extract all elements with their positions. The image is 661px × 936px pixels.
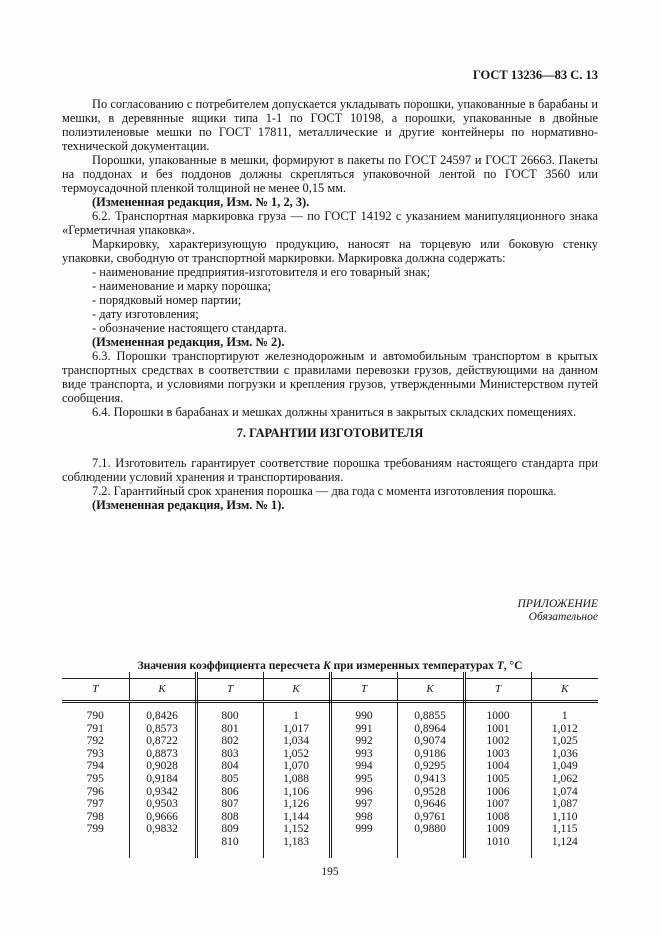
table-cell: 1,062 [551, 772, 578, 785]
list-item: - дату изготовления; [92, 307, 199, 321]
table-rule-cell [464, 849, 531, 858]
list-item: - обозначение настоящего стандарта. [92, 321, 287, 335]
table-cell: 1,049 [551, 760, 578, 773]
table-row [62, 786, 598, 799]
table-cell: 0,8855 [397, 702, 464, 723]
table-row [62, 773, 598, 786]
paragraph: Порошки, упакованные в мешки, формируют в пакеты по ГОСТ 24597 и ГОСТ 26663. Пакеты на поддонах и без поддонов должны скрепляться упаковочной лентой по ГОСТ 3560 или термоусадочной пленкой толщиной не менее 0,15 мм. [62, 153, 598, 195]
table-cell: 790 [62, 702, 129, 723]
table-rule-cell [397, 849, 464, 858]
table-cell: 0,9761 [397, 811, 464, 824]
table-cell: 0,9184 [129, 773, 196, 786]
table-cell: 991 [330, 723, 397, 736]
table-cell: 806 [196, 786, 263, 799]
table-cell: 1000 [464, 702, 531, 723]
column-header: К [531, 679, 598, 702]
table-cell: 1009 [464, 823, 531, 836]
table-cell: 1,126 [263, 798, 330, 811]
table-body [62, 702, 598, 858]
table-cell: 805 [196, 773, 263, 786]
table-row [62, 735, 598, 748]
table-cell: 1,115 [552, 823, 578, 836]
table-cell [330, 836, 397, 849]
table-cell: 0,9028 [129, 760, 196, 773]
table-cell: 1007 [464, 798, 531, 811]
table-cell: 800 [196, 702, 263, 723]
column-header: Т [196, 679, 263, 702]
appendix-title: ПРИЛОЖЕНИЕ [517, 598, 598, 610]
table-rule-cell [330, 849, 397, 858]
table-caption-text: при измеренных температурах [330, 660, 497, 672]
list-item: - наименование и марку порошка; [92, 279, 272, 293]
table-row [62, 798, 598, 811]
paragraph: 6.2. Транспортная маркировка груза — по ГОСТ 14192 с указанием манипуляционного знака «Герметичная упаковка». [62, 209, 598, 237]
table-cell: 793 [62, 748, 129, 761]
column-header: Т [330, 679, 397, 702]
table-cell: 0,9880 [397, 823, 464, 836]
table-rule-cell [129, 849, 196, 858]
table-cell: 0,9295 [397, 760, 464, 773]
table-cell: 1,017 [263, 723, 330, 736]
table-cell: 998 [330, 811, 397, 824]
page-title: ГОСТ 13236—83 С. 13 [472, 68, 598, 82]
table-cell: 1004 [464, 760, 531, 773]
table-cell: 1008 [464, 811, 531, 824]
table-cell: 992 [330, 735, 397, 748]
table-cell: 1,144 [263, 811, 330, 824]
appendix-subtitle: Обязательное [528, 611, 598, 623]
table-cell: 1001 [464, 723, 531, 736]
table-caption-text: Т [496, 660, 504, 672]
paragraph: По согласованию с потребителем допускается укладывать порошки, упакованные в барабаны и мешки, в деревянные ящики типа 1-1 по ГОСТ 10198, а порошки, упакованные в двойные полиэтиленовые мешки по ГОСТ 17811, металлические и другие контейнеры по нормативно-технической документации. [62, 97, 598, 153]
column-header: К [263, 679, 330, 702]
table-cell: 807 [196, 798, 263, 811]
table-cell: 799 [62, 823, 129, 836]
table-cell: 994 [330, 760, 397, 773]
table-cell: 993 [330, 748, 397, 761]
paragraph: 6.3. Порошки транспортируют железнодорожным и автомобильным транспортом в крытых транспортных средствах в соответствии с правилами перевозки грузов, действующими на данном виде транспорта, и условиями погрузки и крепления грузов, утвержденными Министерством путей сообщения. [62, 349, 598, 405]
table-cell: 0,9413 [397, 773, 464, 786]
table-cell: 809 [196, 823, 263, 836]
table-cell: 0,8573 [129, 723, 196, 736]
table-row [62, 760, 598, 773]
table-cell: 1002 [464, 735, 531, 748]
table-cell: 798 [62, 811, 129, 824]
table-cell: 802 [196, 735, 263, 748]
table-cell: 0,8873 [129, 748, 196, 761]
table-cell: 0,9503 [129, 798, 196, 811]
table-cell: 1006 [464, 786, 531, 799]
table-cell: 808 [196, 811, 263, 824]
table-cell: 795 [62, 773, 129, 786]
table-caption-text: К [322, 660, 331, 672]
table-caption-text: , °С [503, 660, 523, 672]
table-cell [129, 836, 196, 849]
table-header [62, 679, 598, 702]
table-cell: 810 [196, 836, 263, 849]
table-cell: 996 [330, 786, 397, 799]
table-cell: 0,9342 [129, 786, 196, 799]
table-cell: 1005 [464, 773, 531, 786]
revision-note: (Измененная редакция, Изм. № 1, 2, 3). [92, 195, 310, 209]
paragraph: 7.1. Изготовитель гарантирует соответствие порошка требованиям настоящего стандарта при соблюдении условий хранения и транспортирования. [62, 456, 598, 484]
paragraph: Маркировку, характеризующую продукцию, наносят на торцевую или боковую стенку упаковки, свободную от транспортной маркировки. Маркировка должна содержать: [62, 237, 598, 265]
table-cell: 1,183 [263, 836, 330, 849]
table-cell: 999 [330, 823, 397, 836]
table-cell: 1,052 [263, 748, 330, 761]
table-cell: 0,9646 [397, 798, 464, 811]
table-cell: 995 [330, 773, 397, 786]
table-cell: 0,8426 [129, 702, 196, 723]
table-cell [397, 836, 464, 849]
table-cell: 0,9832 [129, 823, 196, 836]
section-heading: 7. ГАРАНТИИ ИЗГОТОВИТЕЛЯ [236, 426, 424, 440]
table-cell: 1,087 [551, 798, 578, 811]
table-cell: 1,106 [263, 786, 330, 799]
conversion-coefficient-table [62, 678, 598, 858]
column-header: К [129, 679, 196, 702]
table-cell: 1,152 [263, 823, 330, 836]
table-cell: 0,8964 [397, 723, 464, 736]
table-row [62, 723, 598, 736]
table-cell: 1,124 [551, 835, 578, 848]
paragraph: 7.2. Гарантийный срок хранения порошка — два года с момента изготовления порошка. [92, 484, 557, 498]
revision-note: (Измененная редакция, Изм. № 2). [92, 335, 285, 349]
paragraph: 6.4. Порошки в барабанах и мешках должны храниться в закрытых складских помещениях. [92, 405, 577, 419]
table-rule-extension [62, 849, 598, 858]
table-cell: 794 [62, 760, 129, 773]
table-rule-cell [263, 849, 330, 858]
appendix-block [62, 598, 598, 624]
table-cell: 990 [330, 702, 397, 723]
table-cell: 0,9074 [397, 735, 464, 748]
table-cell: 0,9666 [129, 811, 196, 824]
table-cell: 1003 [464, 748, 531, 761]
document-body [62, 97, 598, 512]
table-cell: 804 [196, 760, 263, 773]
table-cell: 1 [561, 710, 568, 722]
table-cell: 1,034 [263, 735, 330, 748]
table-rule-cell [196, 849, 263, 858]
table-cell: 791 [62, 723, 129, 736]
column-header: К [397, 679, 464, 702]
table-cell: 0,9528 [397, 786, 464, 799]
table-cell: 0,9186 [397, 748, 464, 761]
column-header: Т [464, 679, 531, 702]
table-cell [62, 836, 129, 849]
page-number: 195 [321, 865, 339, 878]
table-row [62, 748, 598, 761]
table-cell: 1,110 [552, 810, 578, 823]
table-row [62, 811, 598, 824]
table-cell: 1,070 [263, 760, 330, 773]
table-cell: 796 [62, 786, 129, 799]
table-caption-text: Значения коэффициента пересчета [137, 660, 323, 672]
revision-note: (Измененная редакция, Изм. № 1). [92, 498, 285, 512]
table-rule-cell [531, 849, 598, 858]
list-item: - порядковый номер партии; [92, 293, 242, 307]
table-cell: 0,8722 [129, 735, 196, 748]
table-cell: 1,025 [551, 735, 578, 748]
table-cell: 997 [330, 798, 397, 811]
table-cell: 792 [62, 735, 129, 748]
table-row [62, 702, 598, 723]
table-cell: 797 [62, 798, 129, 811]
table-row [62, 836, 598, 849]
table-cell: 1,088 [263, 773, 330, 786]
table-rule-cell [62, 849, 129, 858]
table-header-row [62, 679, 598, 702]
table-cell: 1 [263, 702, 330, 723]
table-cell: 1,036 [551, 747, 578, 760]
table-cell: 801 [196, 723, 263, 736]
table-row [62, 823, 598, 836]
column-header: Т [62, 679, 129, 702]
table-cell: 803 [196, 748, 263, 761]
table-cell: 1010 [464, 836, 531, 849]
table-cell: 1,074 [551, 785, 578, 798]
table-cell: 1,012 [551, 722, 578, 735]
list-item: - наименование предприятия-изготовителя и его товарный знак; [92, 265, 431, 279]
